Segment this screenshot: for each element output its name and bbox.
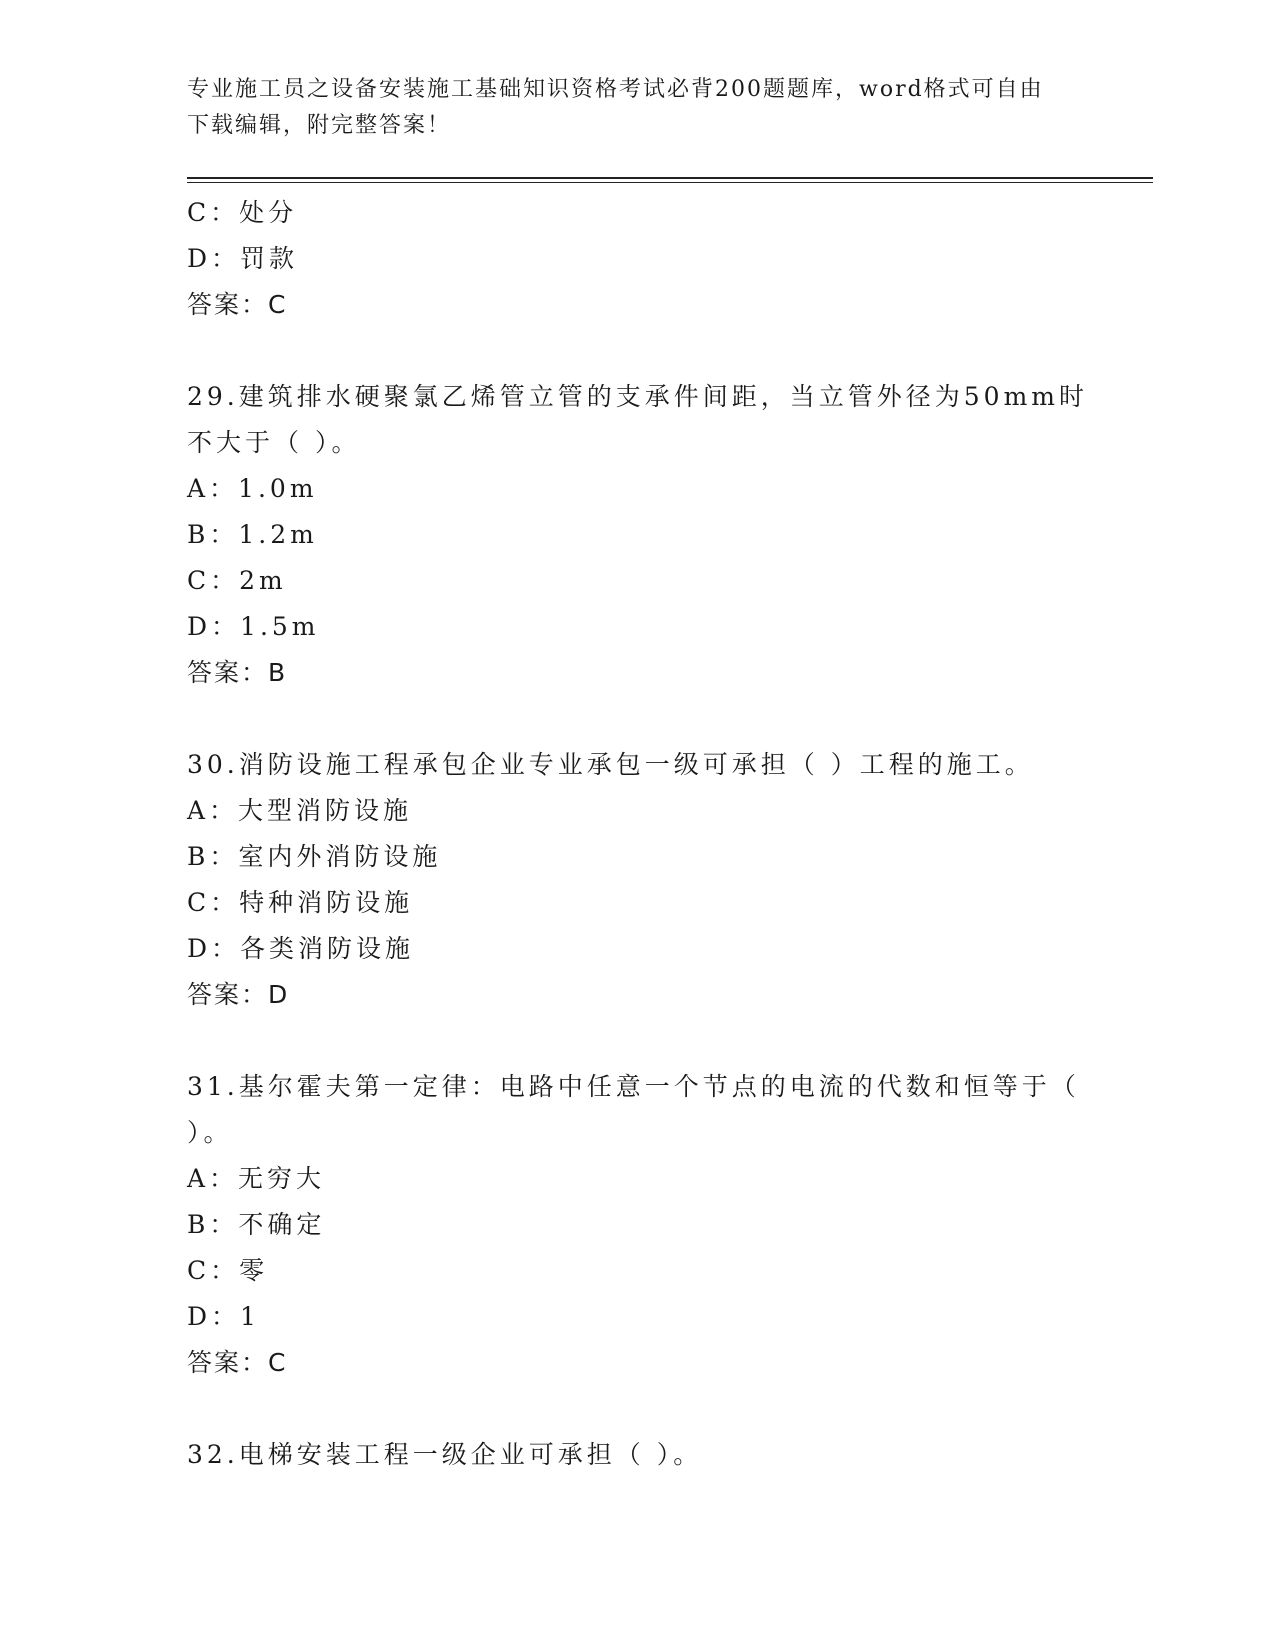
question-text-line-2: 不大于（ ）。 <box>187 428 361 457</box>
answer-line: 答案：C <box>187 290 288 319</box>
option-c: C：特种消防设施 <box>187 888 414 917</box>
answer-line: 答案：B <box>187 658 288 687</box>
option-b: B：不确定 <box>187 1210 326 1239</box>
question-31 <box>187 1064 1153 1386</box>
spacer <box>187 328 1153 374</box>
header-rule-bottom <box>187 182 1153 183</box>
option-d: D：各类消防设施 <box>187 934 415 963</box>
header-line-2: 下载编辑，附完整答案！ <box>187 113 452 138</box>
question-32 <box>187 1432 1153 1478</box>
spacer <box>187 696 1153 742</box>
header-rule-top <box>187 177 1153 179</box>
spacer <box>187 1018 1153 1064</box>
question-text-line-1: 30.消防设施工程承包企业专业承包一级可承担（ ）工程的施工。 <box>187 750 1034 779</box>
document-page <box>187 0 1153 1650</box>
question-text-line-2: ）。 <box>187 1118 233 1147</box>
option-c: C：零 <box>187 1256 269 1285</box>
question-text-line-1: 29.建筑排水硬聚氯乙烯管立管的支承件间距，当立管外径为50mm时 <box>187 382 1088 411</box>
question-text-line-1: 31.基尔霍夫第一定律：电路中任意一个节点的电流的代数和恒等于（ <box>187 1072 1080 1101</box>
answer-line: 答案：C <box>187 1348 288 1377</box>
question-29 <box>187 374 1153 696</box>
document-header <box>187 72 1067 144</box>
option-b: B：1.2m <box>187 520 318 549</box>
option-d: D：1.5m <box>187 612 320 641</box>
option-a: A：大型消防设施 <box>187 796 413 825</box>
question-fragment <box>187 190 1153 328</box>
question-text-line-1: 32.电梯安装工程一级企业可承担（ ）。 <box>187 1440 703 1469</box>
answer-line: 答案：D <box>187 980 290 1009</box>
header-line-1: 专业施工员之设备安装施工基础知识资格考试必背200题题库，word格式可自由 <box>187 77 1044 102</box>
option-b: B：室内外消防设施 <box>187 842 442 871</box>
option-d: D：罚款 <box>187 244 299 273</box>
option-c: C：处分 <box>187 198 298 227</box>
option-c: C：2m <box>187 566 287 595</box>
question-list <box>187 190 1153 1478</box>
option-d: D：1 <box>187 1302 260 1331</box>
spacer <box>187 1386 1153 1432</box>
question-30 <box>187 742 1153 1018</box>
option-a: A：无穷大 <box>187 1164 326 1193</box>
option-a: A：1.0m <box>187 474 318 503</box>
